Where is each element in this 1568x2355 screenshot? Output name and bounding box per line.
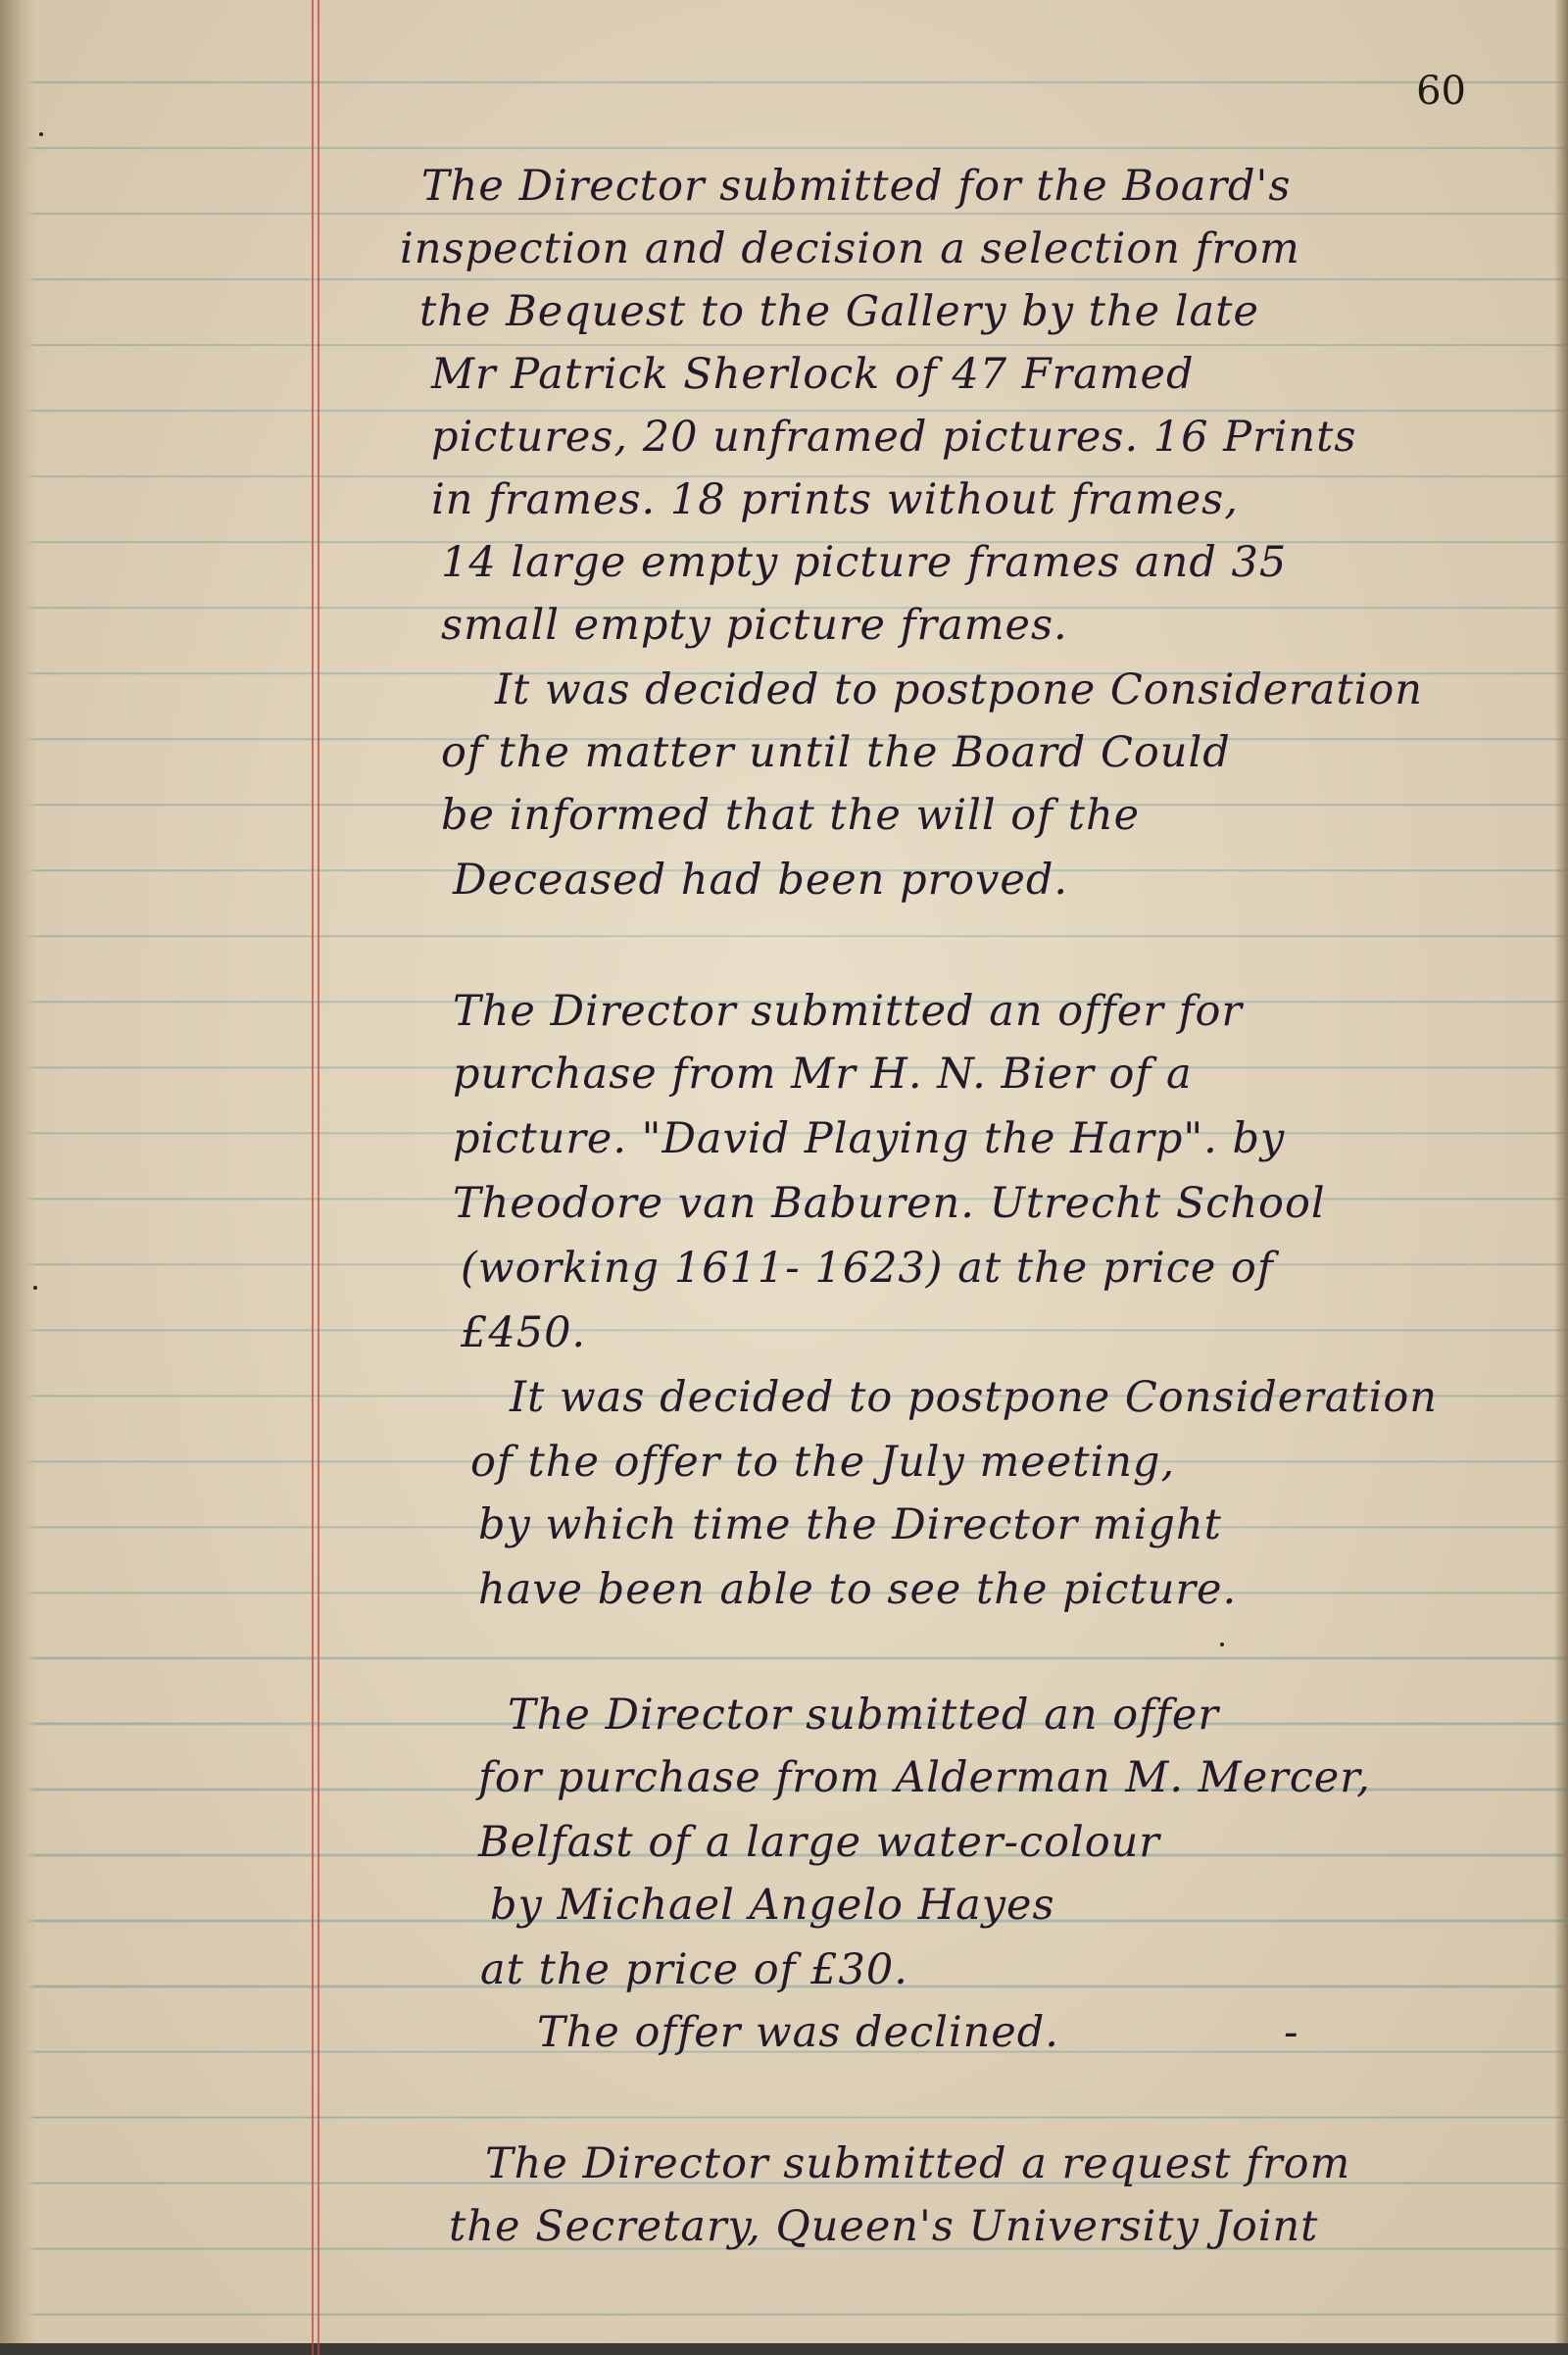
handwritten-line: at the price of £30. (480, 1945, 908, 1994)
handwritten-line: for purchase from Alderman M. Mercer, (478, 1753, 1371, 1802)
resolution-line: It was decided to postpone Consideration (510, 1373, 1438, 1422)
handwritten-line: The Director submitted for the Board's (421, 162, 1292, 211)
ink-speck (1220, 1643, 1224, 1646)
page-bottom-edge (0, 2343, 1568, 2355)
handwritten-line: The Director submitted a request from (485, 2139, 1351, 2188)
handwritten-line: 14 large empty picture frames and 35 (441, 538, 1288, 587)
resolution-line: The offer was declined. (537, 2008, 1059, 2057)
page-number: 60 (1416, 69, 1466, 114)
handwritten-line: the Secretary, Queen's University Joint (449, 2202, 1319, 2251)
ink-speck (33, 1286, 37, 1290)
resolution-line: by which time the Director might (478, 1500, 1222, 1549)
handwritten-line: picture. "David Playing the Harp". by (453, 1114, 1286, 1163)
resolution-line: of the offer to the July meeting, (470, 1438, 1176, 1487)
handwritten-line: (working 1611- 1623) at the price of (461, 1244, 1274, 1293)
handwritten-line: pictures, 20 unframed pictures. 16 Prints (431, 413, 1357, 462)
dash-mark: - (1284, 2008, 1299, 2057)
resolution-line: It was decided to postpone Consideration (495, 665, 1423, 714)
margin-rule-line (312, 0, 314, 2355)
margin-rule-line (318, 0, 319, 2355)
handwritten-line: £450. (461, 1308, 587, 1357)
resolution-line: Deceased had been proved. (453, 856, 1069, 905)
page-edge-shadow (1554, 0, 1568, 2355)
handwritten-line: purchase from Mr H. N. Bier of a (453, 1050, 1193, 1099)
handwritten-line: the Bequest to the Gallery by the late (419, 287, 1259, 336)
handwritten-line: by Michael Angelo Hayes (490, 1881, 1055, 1930)
handwritten-line: The Director submitted an offer for (453, 987, 1243, 1036)
resolution-line: of the matter until the Board Could (441, 728, 1231, 777)
handwritten-line: small empty picture frames. (441, 601, 1068, 650)
page-binding-shadow (0, 0, 37, 2355)
handwritten-line: Mr Patrick Sherlock of 47 Framed (431, 350, 1195, 399)
handwritten-line: Belfast of a large water-colour (478, 1818, 1160, 1867)
resolution-line: be informed that the will of the (441, 791, 1141, 840)
handwritten-line: inspection and decision a selection from (400, 224, 1300, 273)
handwritten-line: The Director submitted an offer (508, 1691, 1219, 1740)
handwritten-line: in frames. 18 prints without frames, (431, 475, 1239, 524)
handwritten-line: Theodore van Baburen. Utrecht School (453, 1179, 1326, 1228)
resolution-line: have been able to see the picture. (478, 1565, 1238, 1614)
ink-speck (39, 132, 43, 136)
